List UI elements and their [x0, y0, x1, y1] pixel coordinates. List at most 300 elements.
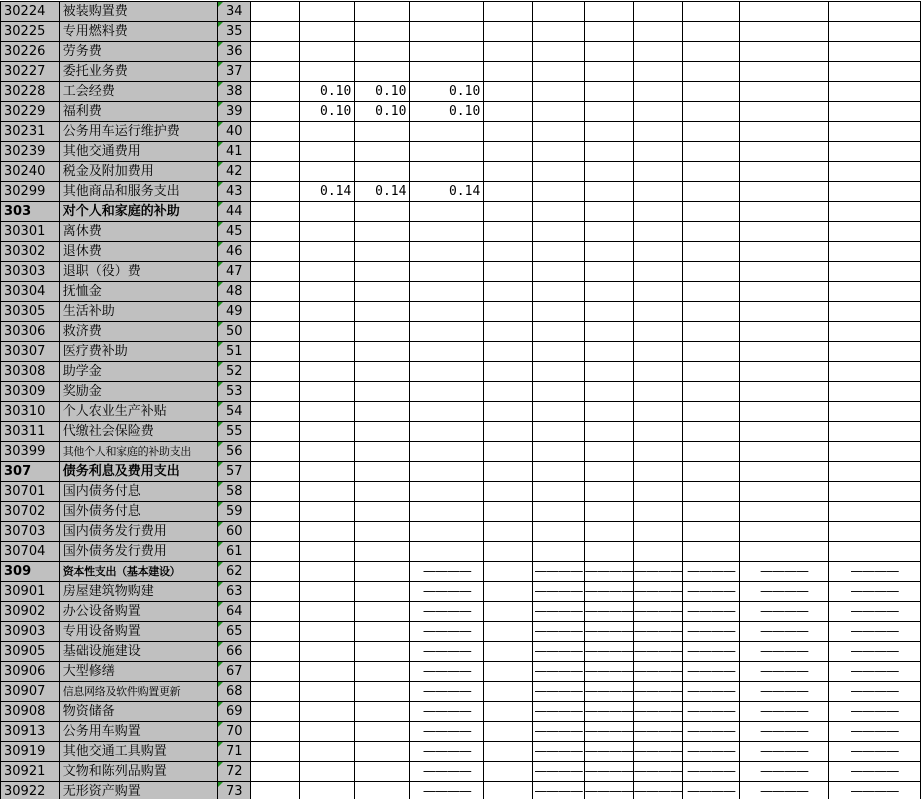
value-cell[interactable]: [484, 322, 533, 342]
value-cell[interactable]: [633, 322, 682, 342]
value-cell[interactable]: ————: [533, 622, 584, 642]
value-cell[interactable]: [251, 722, 300, 742]
code-cell[interactable]: 30229: [1, 102, 60, 122]
value-cell[interactable]: [740, 362, 828, 382]
value-cell[interactable]: ————: [410, 602, 484, 622]
value-cell[interactable]: [533, 382, 584, 402]
value-cell[interactable]: ————: [633, 742, 682, 762]
value-cell[interactable]: [251, 422, 300, 442]
value-cell[interactable]: [300, 122, 355, 142]
value-cell[interactable]: [410, 302, 484, 322]
value-cell[interactable]: [251, 382, 300, 402]
value-cell[interactable]: ————: [533, 602, 584, 622]
value-cell[interactable]: ————: [584, 562, 633, 582]
value-cell[interactable]: [355, 222, 410, 242]
value-cell[interactable]: ————: [828, 682, 920, 702]
value-cell[interactable]: [484, 562, 533, 582]
value-cell[interactable]: ————: [533, 662, 584, 682]
value-cell[interactable]: [251, 442, 300, 462]
value-cell[interactable]: ————: [682, 682, 740, 702]
code-cell[interactable]: 30903: [1, 622, 60, 642]
value-cell[interactable]: [682, 202, 740, 222]
value-cell[interactable]: [355, 442, 410, 462]
value-cell[interactable]: [484, 342, 533, 362]
value-cell[interactable]: [682, 302, 740, 322]
value-cell[interactable]: [410, 502, 484, 522]
value-cell[interactable]: [633, 202, 682, 222]
row-number-cell[interactable]: 64: [218, 602, 251, 622]
row-number-cell[interactable]: 44: [218, 202, 251, 222]
value-cell[interactable]: [740, 182, 828, 202]
value-cell[interactable]: [355, 362, 410, 382]
value-cell[interactable]: [300, 682, 355, 702]
value-cell[interactable]: [355, 682, 410, 702]
value-cell[interactable]: [251, 402, 300, 422]
value-cell[interactable]: [633, 302, 682, 322]
value-cell[interactable]: [300, 2, 355, 22]
code-cell[interactable]: 30225: [1, 22, 60, 42]
value-cell[interactable]: [740, 62, 828, 82]
value-cell[interactable]: [682, 142, 740, 162]
value-cell[interactable]: [251, 742, 300, 762]
value-cell[interactable]: ————: [410, 722, 484, 742]
value-cell[interactable]: 0.10: [300, 82, 355, 102]
value-cell[interactable]: [355, 402, 410, 422]
value-cell[interactable]: [828, 202, 920, 222]
value-cell[interactable]: [410, 402, 484, 422]
value-cell[interactable]: [682, 242, 740, 262]
value-cell[interactable]: [300, 762, 355, 782]
value-cell[interactable]: [584, 2, 633, 22]
code-cell[interactable]: 30305: [1, 302, 60, 322]
value-cell[interactable]: ————: [740, 622, 828, 642]
value-cell[interactable]: ————: [633, 562, 682, 582]
value-cell[interactable]: [484, 442, 533, 462]
item-name-cell[interactable]: 退休费: [59, 242, 218, 262]
row-number-cell[interactable]: 36: [218, 42, 251, 62]
value-cell[interactable]: [633, 402, 682, 422]
value-cell[interactable]: [484, 602, 533, 622]
code-cell[interactable]: 30240: [1, 162, 60, 182]
code-cell[interactable]: 30228: [1, 82, 60, 102]
value-cell[interactable]: ————: [682, 702, 740, 722]
value-cell[interactable]: [533, 522, 584, 542]
value-cell[interactable]: [682, 462, 740, 482]
value-cell[interactable]: [355, 582, 410, 602]
value-cell[interactable]: [300, 602, 355, 622]
value-cell[interactable]: [584, 482, 633, 502]
value-cell[interactable]: [584, 22, 633, 42]
value-cell[interactable]: [533, 282, 584, 302]
value-cell[interactable]: [682, 22, 740, 42]
value-cell[interactable]: [251, 562, 300, 582]
value-cell[interactable]: ————: [828, 622, 920, 642]
row-number-cell[interactable]: 57: [218, 462, 251, 482]
value-cell[interactable]: [410, 222, 484, 242]
code-cell[interactable]: 30906: [1, 662, 60, 682]
item-name-cell[interactable]: 生活补助: [59, 302, 218, 322]
value-cell[interactable]: [584, 222, 633, 242]
value-cell[interactable]: [682, 62, 740, 82]
value-cell[interactable]: [300, 302, 355, 322]
value-cell[interactable]: [355, 302, 410, 322]
value-cell[interactable]: [584, 542, 633, 562]
row-number-cell[interactable]: 37: [218, 62, 251, 82]
value-cell[interactable]: [533, 462, 584, 482]
value-cell[interactable]: [355, 2, 410, 22]
value-cell[interactable]: [300, 542, 355, 562]
item-name-cell[interactable]: 医疗费补助: [59, 342, 218, 362]
value-cell[interactable]: [251, 522, 300, 542]
value-cell[interactable]: [633, 462, 682, 482]
code-cell[interactable]: 30311: [1, 422, 60, 442]
value-cell[interactable]: [410, 162, 484, 182]
value-cell[interactable]: [828, 382, 920, 402]
value-cell[interactable]: [633, 122, 682, 142]
value-cell[interactable]: ————: [533, 722, 584, 742]
row-number-cell[interactable]: 59: [218, 502, 251, 522]
value-cell[interactable]: [355, 262, 410, 282]
value-cell[interactable]: [410, 382, 484, 402]
row-number-cell[interactable]: 62: [218, 562, 251, 582]
value-cell[interactable]: ————: [633, 622, 682, 642]
value-cell[interactable]: [300, 522, 355, 542]
value-cell[interactable]: [740, 142, 828, 162]
value-cell[interactable]: [682, 342, 740, 362]
value-cell[interactable]: [300, 502, 355, 522]
value-cell[interactable]: ————: [633, 642, 682, 662]
value-cell[interactable]: [533, 302, 584, 322]
item-name-cell[interactable]: 福利费: [59, 102, 218, 122]
value-cell[interactable]: [584, 382, 633, 402]
item-name-cell[interactable]: 信息网络及软件购置更新: [59, 682, 218, 702]
value-cell[interactable]: [300, 662, 355, 682]
value-cell[interactable]: [533, 102, 584, 122]
value-cell[interactable]: [584, 322, 633, 342]
row-number-cell[interactable]: 69: [218, 702, 251, 722]
value-cell[interactable]: [355, 562, 410, 582]
value-cell[interactable]: ————: [633, 582, 682, 602]
value-cell[interactable]: ————: [828, 722, 920, 742]
value-cell[interactable]: [584, 82, 633, 102]
code-cell[interactable]: 30303: [1, 262, 60, 282]
item-name-cell[interactable]: 国内债务付息: [59, 482, 218, 502]
value-cell[interactable]: [633, 22, 682, 42]
item-name-cell[interactable]: 退职（役）费: [59, 262, 218, 282]
value-cell[interactable]: [633, 262, 682, 282]
value-cell[interactable]: [584, 342, 633, 362]
code-cell[interactable]: 30309: [1, 382, 60, 402]
value-cell[interactable]: [484, 202, 533, 222]
value-cell[interactable]: ————: [584, 622, 633, 642]
code-cell[interactable]: 30399: [1, 442, 60, 462]
value-cell[interactable]: [251, 482, 300, 502]
value-cell[interactable]: [251, 242, 300, 262]
value-cell[interactable]: ————: [828, 782, 920, 799]
value-cell[interactable]: [251, 62, 300, 82]
value-cell[interactable]: ————: [533, 642, 584, 662]
value-cell[interactable]: [740, 462, 828, 482]
value-cell[interactable]: [682, 182, 740, 202]
value-cell[interactable]: [251, 582, 300, 602]
value-cell[interactable]: ————: [533, 702, 584, 722]
value-cell[interactable]: [584, 502, 633, 522]
value-cell[interactable]: ————: [410, 782, 484, 799]
value-cell[interactable]: 0.14: [300, 182, 355, 202]
value-cell[interactable]: ————: [410, 682, 484, 702]
value-cell[interactable]: [410, 522, 484, 542]
value-cell[interactable]: ————: [633, 722, 682, 742]
value-cell[interactable]: [533, 502, 584, 522]
value-cell[interactable]: [251, 82, 300, 102]
value-cell[interactable]: [251, 622, 300, 642]
item-name-cell[interactable]: 大型修缮: [59, 662, 218, 682]
value-cell[interactable]: [410, 542, 484, 562]
code-cell[interactable]: 30231: [1, 122, 60, 142]
row-number-cell[interactable]: 48: [218, 282, 251, 302]
value-cell[interactable]: [828, 122, 920, 142]
value-cell[interactable]: [828, 142, 920, 162]
row-number-cell[interactable]: 51: [218, 342, 251, 362]
code-cell[interactable]: 30907: [1, 682, 60, 702]
value-cell[interactable]: [740, 382, 828, 402]
item-name-cell[interactable]: 国内债务发行费用: [59, 522, 218, 542]
row-number-cell[interactable]: 41: [218, 142, 251, 162]
value-cell[interactable]: [251, 542, 300, 562]
value-cell[interactable]: [300, 262, 355, 282]
value-cell[interactable]: [251, 362, 300, 382]
value-cell[interactable]: [300, 482, 355, 502]
value-cell[interactable]: [484, 702, 533, 722]
value-cell[interactable]: ————: [828, 762, 920, 782]
value-cell[interactable]: [251, 202, 300, 222]
value-cell[interactable]: [828, 462, 920, 482]
row-number-cell[interactable]: 38: [218, 82, 251, 102]
value-cell[interactable]: [484, 522, 533, 542]
value-cell[interactable]: [300, 322, 355, 342]
value-cell[interactable]: ————: [584, 662, 633, 682]
code-cell[interactable]: 30905: [1, 642, 60, 662]
value-cell[interactable]: [300, 722, 355, 742]
value-cell[interactable]: [682, 522, 740, 542]
value-cell[interactable]: 0.14: [355, 182, 410, 202]
value-cell[interactable]: [251, 322, 300, 342]
item-name-cell[interactable]: 个人农业生产补贴: [59, 402, 218, 422]
code-cell[interactable]: 30902: [1, 602, 60, 622]
value-cell[interactable]: [251, 182, 300, 202]
item-name-cell[interactable]: 专用燃料费: [59, 22, 218, 42]
value-cell[interactable]: [300, 462, 355, 482]
value-cell[interactable]: ————: [740, 602, 828, 622]
value-cell[interactable]: [410, 482, 484, 502]
value-cell[interactable]: [251, 602, 300, 622]
row-number-cell[interactable]: 47: [218, 262, 251, 282]
code-cell[interactable]: 30901: [1, 582, 60, 602]
value-cell[interactable]: [251, 102, 300, 122]
value-cell[interactable]: ————: [828, 662, 920, 682]
value-cell[interactable]: [300, 142, 355, 162]
value-cell[interactable]: [682, 442, 740, 462]
item-name-cell[interactable]: 抚恤金: [59, 282, 218, 302]
value-cell[interactable]: [740, 2, 828, 22]
value-cell[interactable]: ————: [682, 582, 740, 602]
value-cell[interactable]: [484, 22, 533, 42]
item-name-cell[interactable]: 助学金: [59, 362, 218, 382]
row-number-cell[interactable]: 42: [218, 162, 251, 182]
value-cell[interactable]: [533, 482, 584, 502]
value-cell[interactable]: [533, 402, 584, 422]
value-cell[interactable]: [484, 642, 533, 662]
value-cell[interactable]: [584, 442, 633, 462]
value-cell[interactable]: [633, 222, 682, 242]
value-cell[interactable]: [584, 62, 633, 82]
code-cell[interactable]: 30224: [1, 2, 60, 22]
value-cell[interactable]: [828, 542, 920, 562]
value-cell[interactable]: [484, 582, 533, 602]
value-cell[interactable]: ————: [410, 622, 484, 642]
value-cell[interactable]: ————: [584, 582, 633, 602]
value-cell[interactable]: [533, 142, 584, 162]
value-cell[interactable]: [533, 222, 584, 242]
value-cell[interactable]: [355, 662, 410, 682]
value-cell[interactable]: [355, 422, 410, 442]
value-cell[interactable]: [484, 302, 533, 322]
code-cell[interactable]: 30702: [1, 502, 60, 522]
item-name-cell[interactable]: 无形资产购置: [59, 782, 218, 799]
value-cell[interactable]: [740, 42, 828, 62]
value-cell[interactable]: [251, 282, 300, 302]
value-cell[interactable]: [410, 122, 484, 142]
code-cell[interactable]: 30307: [1, 342, 60, 362]
value-cell[interactable]: [484, 742, 533, 762]
value-cell[interactable]: [484, 422, 533, 442]
value-cell[interactable]: [633, 102, 682, 122]
value-cell[interactable]: ————: [584, 682, 633, 702]
row-number-cell[interactable]: 40: [218, 122, 251, 142]
value-cell[interactable]: ————: [633, 662, 682, 682]
value-cell[interactable]: [740, 522, 828, 542]
value-cell[interactable]: [633, 542, 682, 562]
value-cell[interactable]: [682, 262, 740, 282]
value-cell[interactable]: [251, 142, 300, 162]
value-cell[interactable]: [633, 82, 682, 102]
value-cell[interactable]: [484, 42, 533, 62]
value-cell[interactable]: [533, 542, 584, 562]
value-cell[interactable]: [251, 342, 300, 362]
item-name-cell[interactable]: 对个人和家庭的补助: [59, 202, 218, 222]
value-cell[interactable]: [355, 782, 410, 799]
row-number-cell[interactable]: 70: [218, 722, 251, 742]
value-cell[interactable]: [410, 22, 484, 42]
value-cell[interactable]: [828, 282, 920, 302]
value-cell[interactable]: [300, 382, 355, 402]
item-name-cell[interactable]: 其他个人和家庭的补助支出: [59, 442, 218, 462]
value-cell[interactable]: [828, 262, 920, 282]
value-cell[interactable]: ————: [828, 562, 920, 582]
value-cell[interactable]: ————: [410, 562, 484, 582]
row-number-cell[interactable]: 49: [218, 302, 251, 322]
item-name-cell[interactable]: 公务用车购置: [59, 722, 218, 742]
code-cell[interactable]: 309: [1, 562, 60, 582]
value-cell[interactable]: [484, 182, 533, 202]
value-cell[interactable]: [633, 142, 682, 162]
code-cell[interactable]: 30704: [1, 542, 60, 562]
value-cell[interactable]: [484, 402, 533, 422]
value-cell[interactable]: [740, 82, 828, 102]
row-number-cell[interactable]: 50: [218, 322, 251, 342]
value-cell[interactable]: [828, 522, 920, 542]
value-cell[interactable]: [533, 322, 584, 342]
value-cell[interactable]: [584, 462, 633, 482]
item-name-cell[interactable]: 被装购置费: [59, 2, 218, 22]
value-cell[interactable]: [740, 342, 828, 362]
value-cell[interactable]: [300, 402, 355, 422]
value-cell[interactable]: [633, 442, 682, 462]
value-cell[interactable]: [584, 242, 633, 262]
value-cell[interactable]: ————: [533, 562, 584, 582]
value-cell[interactable]: ————: [740, 682, 828, 702]
value-cell[interactable]: [828, 362, 920, 382]
value-cell[interactable]: ————: [682, 562, 740, 582]
row-number-cell[interactable]: 66: [218, 642, 251, 662]
value-cell[interactable]: [300, 22, 355, 42]
value-cell[interactable]: [682, 382, 740, 402]
value-cell[interactable]: [355, 382, 410, 402]
value-cell[interactable]: ————: [740, 702, 828, 722]
code-cell[interactable]: 30921: [1, 762, 60, 782]
value-cell[interactable]: [410, 282, 484, 302]
value-cell[interactable]: [300, 562, 355, 582]
code-cell[interactable]: 303: [1, 202, 60, 222]
value-cell[interactable]: ————: [633, 702, 682, 722]
value-cell[interactable]: [484, 82, 533, 102]
value-cell[interactable]: [740, 162, 828, 182]
value-cell[interactable]: 0.10: [300, 102, 355, 122]
value-cell[interactable]: [633, 2, 682, 22]
value-cell[interactable]: [355, 542, 410, 562]
value-cell[interactable]: [355, 722, 410, 742]
value-cell[interactable]: ————: [828, 582, 920, 602]
value-cell[interactable]: [740, 542, 828, 562]
value-cell[interactable]: [682, 122, 740, 142]
value-cell[interactable]: [484, 622, 533, 642]
row-number-cell[interactable]: 68: [218, 682, 251, 702]
value-cell[interactable]: [740, 282, 828, 302]
value-cell[interactable]: [484, 2, 533, 22]
value-cell[interactable]: [682, 222, 740, 242]
value-cell[interactable]: [633, 42, 682, 62]
row-number-cell[interactable]: 60: [218, 522, 251, 542]
value-cell[interactable]: ————: [682, 622, 740, 642]
value-cell[interactable]: [828, 162, 920, 182]
value-cell[interactable]: [584, 202, 633, 222]
value-cell[interactable]: [251, 502, 300, 522]
row-number-cell[interactable]: 73: [218, 782, 251, 799]
value-cell[interactable]: [584, 102, 633, 122]
value-cell[interactable]: ————: [740, 662, 828, 682]
value-cell[interactable]: [533, 442, 584, 462]
value-cell[interactable]: [584, 122, 633, 142]
value-cell[interactable]: ————: [633, 602, 682, 622]
value-cell[interactable]: [682, 502, 740, 522]
value-cell[interactable]: ————: [533, 682, 584, 702]
value-cell[interactable]: [410, 42, 484, 62]
item-name-cell[interactable]: 资本性支出（基本建设）: [59, 562, 218, 582]
code-cell[interactable]: 30310: [1, 402, 60, 422]
value-cell[interactable]: [251, 682, 300, 702]
value-cell[interactable]: [740, 102, 828, 122]
value-cell[interactable]: [682, 82, 740, 102]
